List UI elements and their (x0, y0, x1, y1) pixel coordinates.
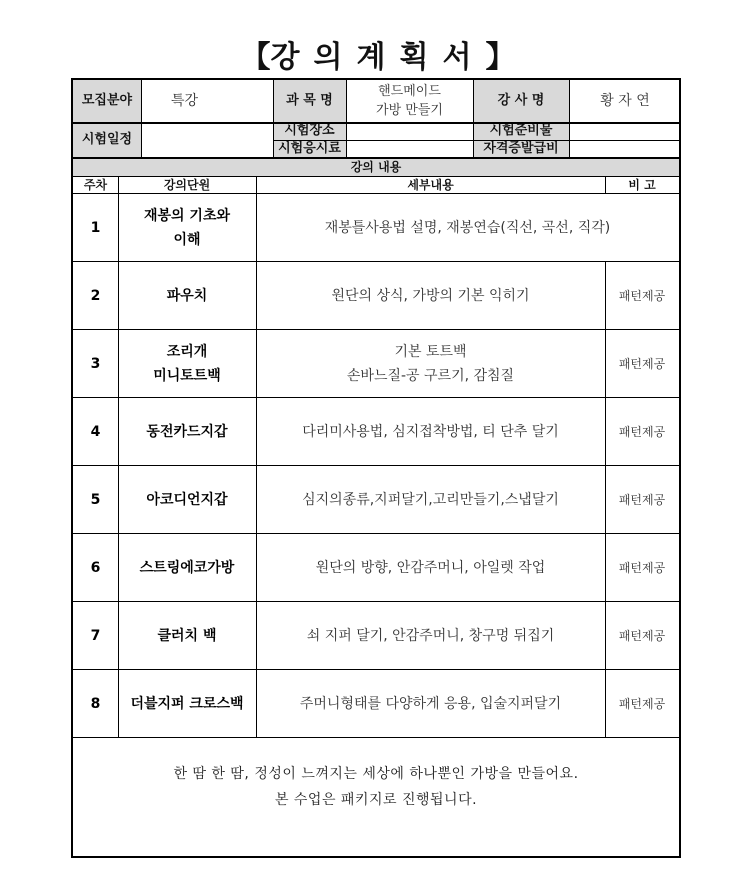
week-number: 2 (90, 288, 101, 304)
note-badge: 패턴제공 (618, 493, 666, 507)
detail-line1: 심지의종류,지퍼달기,고리만들기,스냅달기 (302, 492, 559, 508)
unit-title-line2: 미니토트백 (153, 368, 221, 384)
unit-title (118, 466, 256, 534)
week-number: 4 (90, 424, 101, 440)
col-detail-header: 세부내용 (407, 178, 454, 192)
unit-title-line1: 클러치 백 (157, 628, 217, 644)
note-badge: 패턴제공 (618, 629, 666, 643)
detail-content (256, 398, 605, 466)
detail-line1: 다리미사용법, 심지접착방법, 티 단추 달기 (302, 424, 559, 440)
exam-fee-label: 시험응시료 (273, 140, 346, 158)
note-badge: 패턴제공 (618, 425, 666, 439)
footer-message (73, 718, 679, 856)
unit-title-line1: 동전카드지갑 (146, 424, 228, 440)
unit-title (118, 398, 256, 466)
note-badge: 패턴제공 (618, 697, 666, 711)
unit-title (118, 330, 256, 398)
field-label: 모집분야 (73, 80, 141, 122)
detail-line1: 원단의 상식, 가방의 기본 익히기 (331, 288, 530, 304)
detail-line1: 기본 토트백 (394, 344, 467, 360)
field-value: 특강 (171, 93, 199, 109)
detail-line1: 원단의 방향, 안감주머니, 아일렛 작업 (315, 560, 546, 576)
unit-title-line1: 재봉의 기초와 (143, 208, 231, 224)
unit-title (118, 534, 256, 602)
col-note-header: 비 고 (628, 178, 656, 192)
note-badge: 패턴제공 (618, 289, 666, 303)
col-week-header: 주차 (83, 178, 108, 192)
detail-line1: 쇠 지퍼 달기, 안감주머니, 창구멍 뒤집기 (306, 628, 555, 644)
week-number: 7 (90, 628, 101, 644)
footer-line1: 한 땀 한 땀, 정성이 느껴지는 세상에 하나뿐인 가방을 만들어요. (173, 766, 579, 782)
footer-line2: 본 수업은 패키지로 진행됩니다. (274, 792, 478, 808)
title-open-bracket: 【 (240, 40, 271, 75)
detail-line1: 재봉틀사용법 설명, 재봉연습(직선, 곡선, 직각) (324, 220, 611, 236)
document-title (0, 38, 756, 78)
unit-title-line1: 아코디언지갑 (146, 492, 228, 508)
unit-title-line1: 파우치 (166, 288, 208, 304)
detail-content (256, 466, 605, 534)
section-title: 강의 내용 (73, 158, 679, 176)
week-number: 1 (90, 220, 101, 236)
course-label: 과 목 명 (273, 80, 346, 122)
title-text: 강의계획서 (270, 40, 486, 75)
detail-line1: 주머니형태를 다양하게 응용, 입술지퍼달기 (299, 696, 562, 712)
note-badge: 패턴제공 (618, 561, 666, 575)
unit-title-line1: 더블지퍼 크로스백 (130, 696, 244, 712)
detail-content (256, 262, 605, 330)
week-number: 3 (90, 356, 101, 372)
exam-place-label: 시험장소 (273, 122, 346, 140)
unit-title (118, 262, 256, 330)
unit-title-line1: 스트링에코가방 (139, 560, 235, 576)
exam-date-label: 시험일정 (73, 122, 141, 158)
detail-content (256, 534, 605, 602)
title-close-bracket: 】 (485, 40, 516, 75)
instructor-value: 황 자 연 (600, 93, 650, 109)
unit-title-line2: 이해 (173, 232, 201, 248)
unit-title (118, 194, 256, 262)
course-value (346, 80, 473, 122)
week-number: 8 (90, 696, 101, 712)
detail-line2: 손바느질-공 구르기, 감침질 (346, 368, 515, 384)
instructor-label: 강 사 명 (473, 80, 569, 122)
course-value-line1: 핸드메이드 (378, 84, 441, 99)
unit-title (118, 602, 256, 670)
lecture-plan-sheet (71, 78, 681, 858)
detail-content (256, 602, 605, 670)
detail-content (256, 330, 605, 398)
col-unit-header: 강의단원 (163, 178, 211, 192)
exam-prep-label: 시험준비물 (473, 122, 569, 140)
cert-fee-label: 자격증발급비 (473, 140, 569, 158)
unit-title-line1: 조리개 (166, 344, 208, 360)
week-number: 6 (90, 560, 101, 576)
detail-content (256, 194, 679, 262)
week-number: 5 (90, 492, 101, 508)
note-badge: 패턴제공 (618, 357, 666, 371)
course-value-line2: 가방 만들기 (376, 103, 443, 118)
